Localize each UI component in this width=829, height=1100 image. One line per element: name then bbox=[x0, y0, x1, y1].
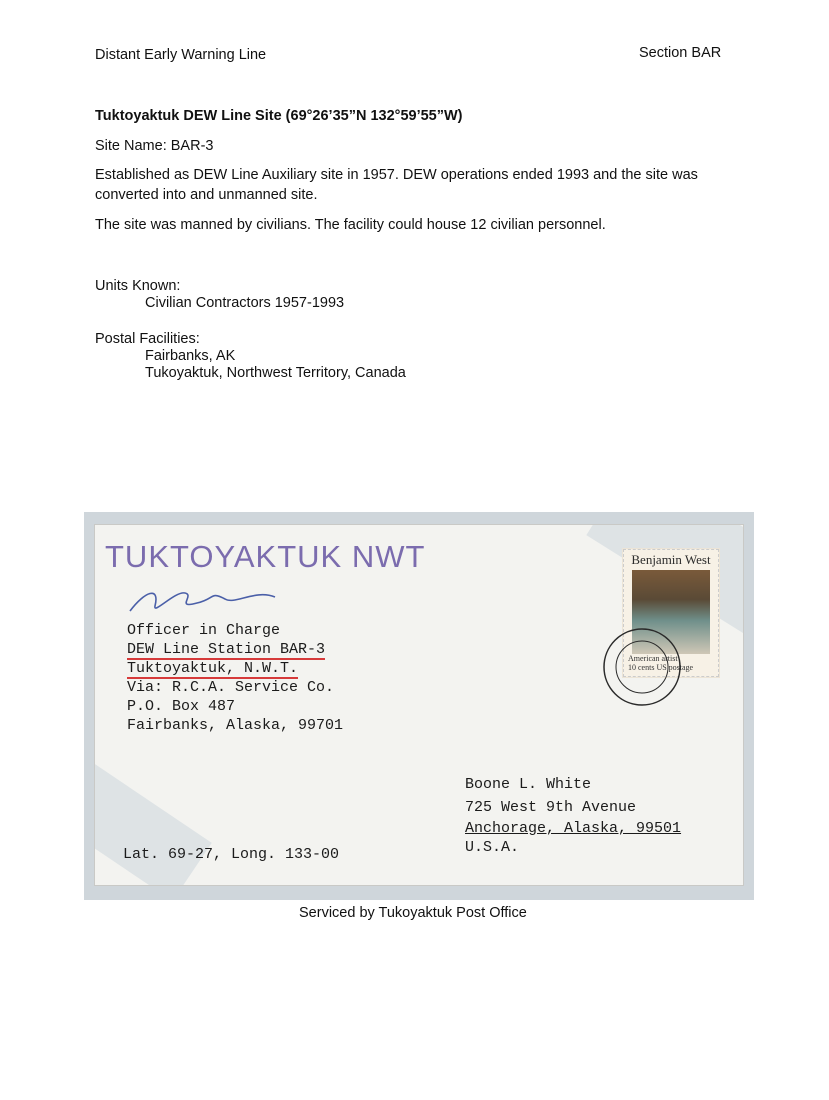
caption: Serviced by Tukoyaktuk Post Office bbox=[299, 905, 527, 921]
recipient-line-1: Boone L. White bbox=[465, 776, 592, 793]
manned-note: The site was manned by civilians. The facility could house 12 civilian personnel. bbox=[95, 217, 606, 233]
signature bbox=[125, 581, 295, 621]
return-line-3 bbox=[127, 659, 298, 678]
header-right: Section BAR bbox=[639, 45, 722, 61]
units-item: Civilian Contractors 1957-1993 bbox=[145, 295, 345, 311]
mount-corner bbox=[94, 759, 212, 886]
postal-item-1: Fairbanks, AK bbox=[145, 348, 236, 364]
handstamp: TUKTOYAKTUK NWT bbox=[105, 539, 426, 574]
stamp-title: Benjamin West bbox=[631, 552, 711, 567]
site-name: Site Name: BAR-3 bbox=[95, 138, 214, 154]
postal-item-2: Tukoyaktuk, Northwest Territory, Canada bbox=[145, 365, 406, 381]
return-line-5: P.O. Box 487 bbox=[127, 698, 236, 715]
recipient-line-3: Anchorage, Alaska, 99501 bbox=[465, 820, 682, 837]
return-line-1: Officer in Charge bbox=[127, 622, 281, 639]
established-line-1: Established as DEW Line Auxiliary site in 1957. DEW operations ended 1993 and the site was bbox=[95, 167, 698, 183]
established-line-2: converted into and unmanned site. bbox=[95, 187, 318, 203]
postmark-icon bbox=[590, 617, 700, 717]
return-line-2 bbox=[127, 640, 325, 659]
recipient-line-4: U.S.A. bbox=[465, 839, 520, 856]
header-left: Distant Early Warning Line bbox=[95, 47, 267, 63]
return-line-2-text: DEW Line Station BAR-3 bbox=[127, 641, 326, 658]
return-line-6: Fairbanks, Alaska, 99701 bbox=[127, 717, 344, 734]
site-title: Tuktoyaktuk DEW Line Site (69°26’35”N 132°59’55”W) bbox=[95, 108, 463, 124]
postal-label: Postal Facilities: bbox=[95, 331, 200, 347]
return-line-4: Via: R.C.A. Service Co. bbox=[127, 679, 335, 696]
envelope-cover bbox=[94, 524, 744, 886]
latlong-note: Lat. 69-27, Long. 133-00 bbox=[123, 846, 340, 863]
return-line-3-text: Tuktoyaktuk, N.W.T. bbox=[127, 660, 299, 677]
stamp-caption: American artist 10 cents US postage bbox=[628, 654, 694, 672]
units-label: Units Known: bbox=[95, 278, 181, 294]
recipient-line-2: 725 West 9th Avenue bbox=[465, 799, 637, 816]
